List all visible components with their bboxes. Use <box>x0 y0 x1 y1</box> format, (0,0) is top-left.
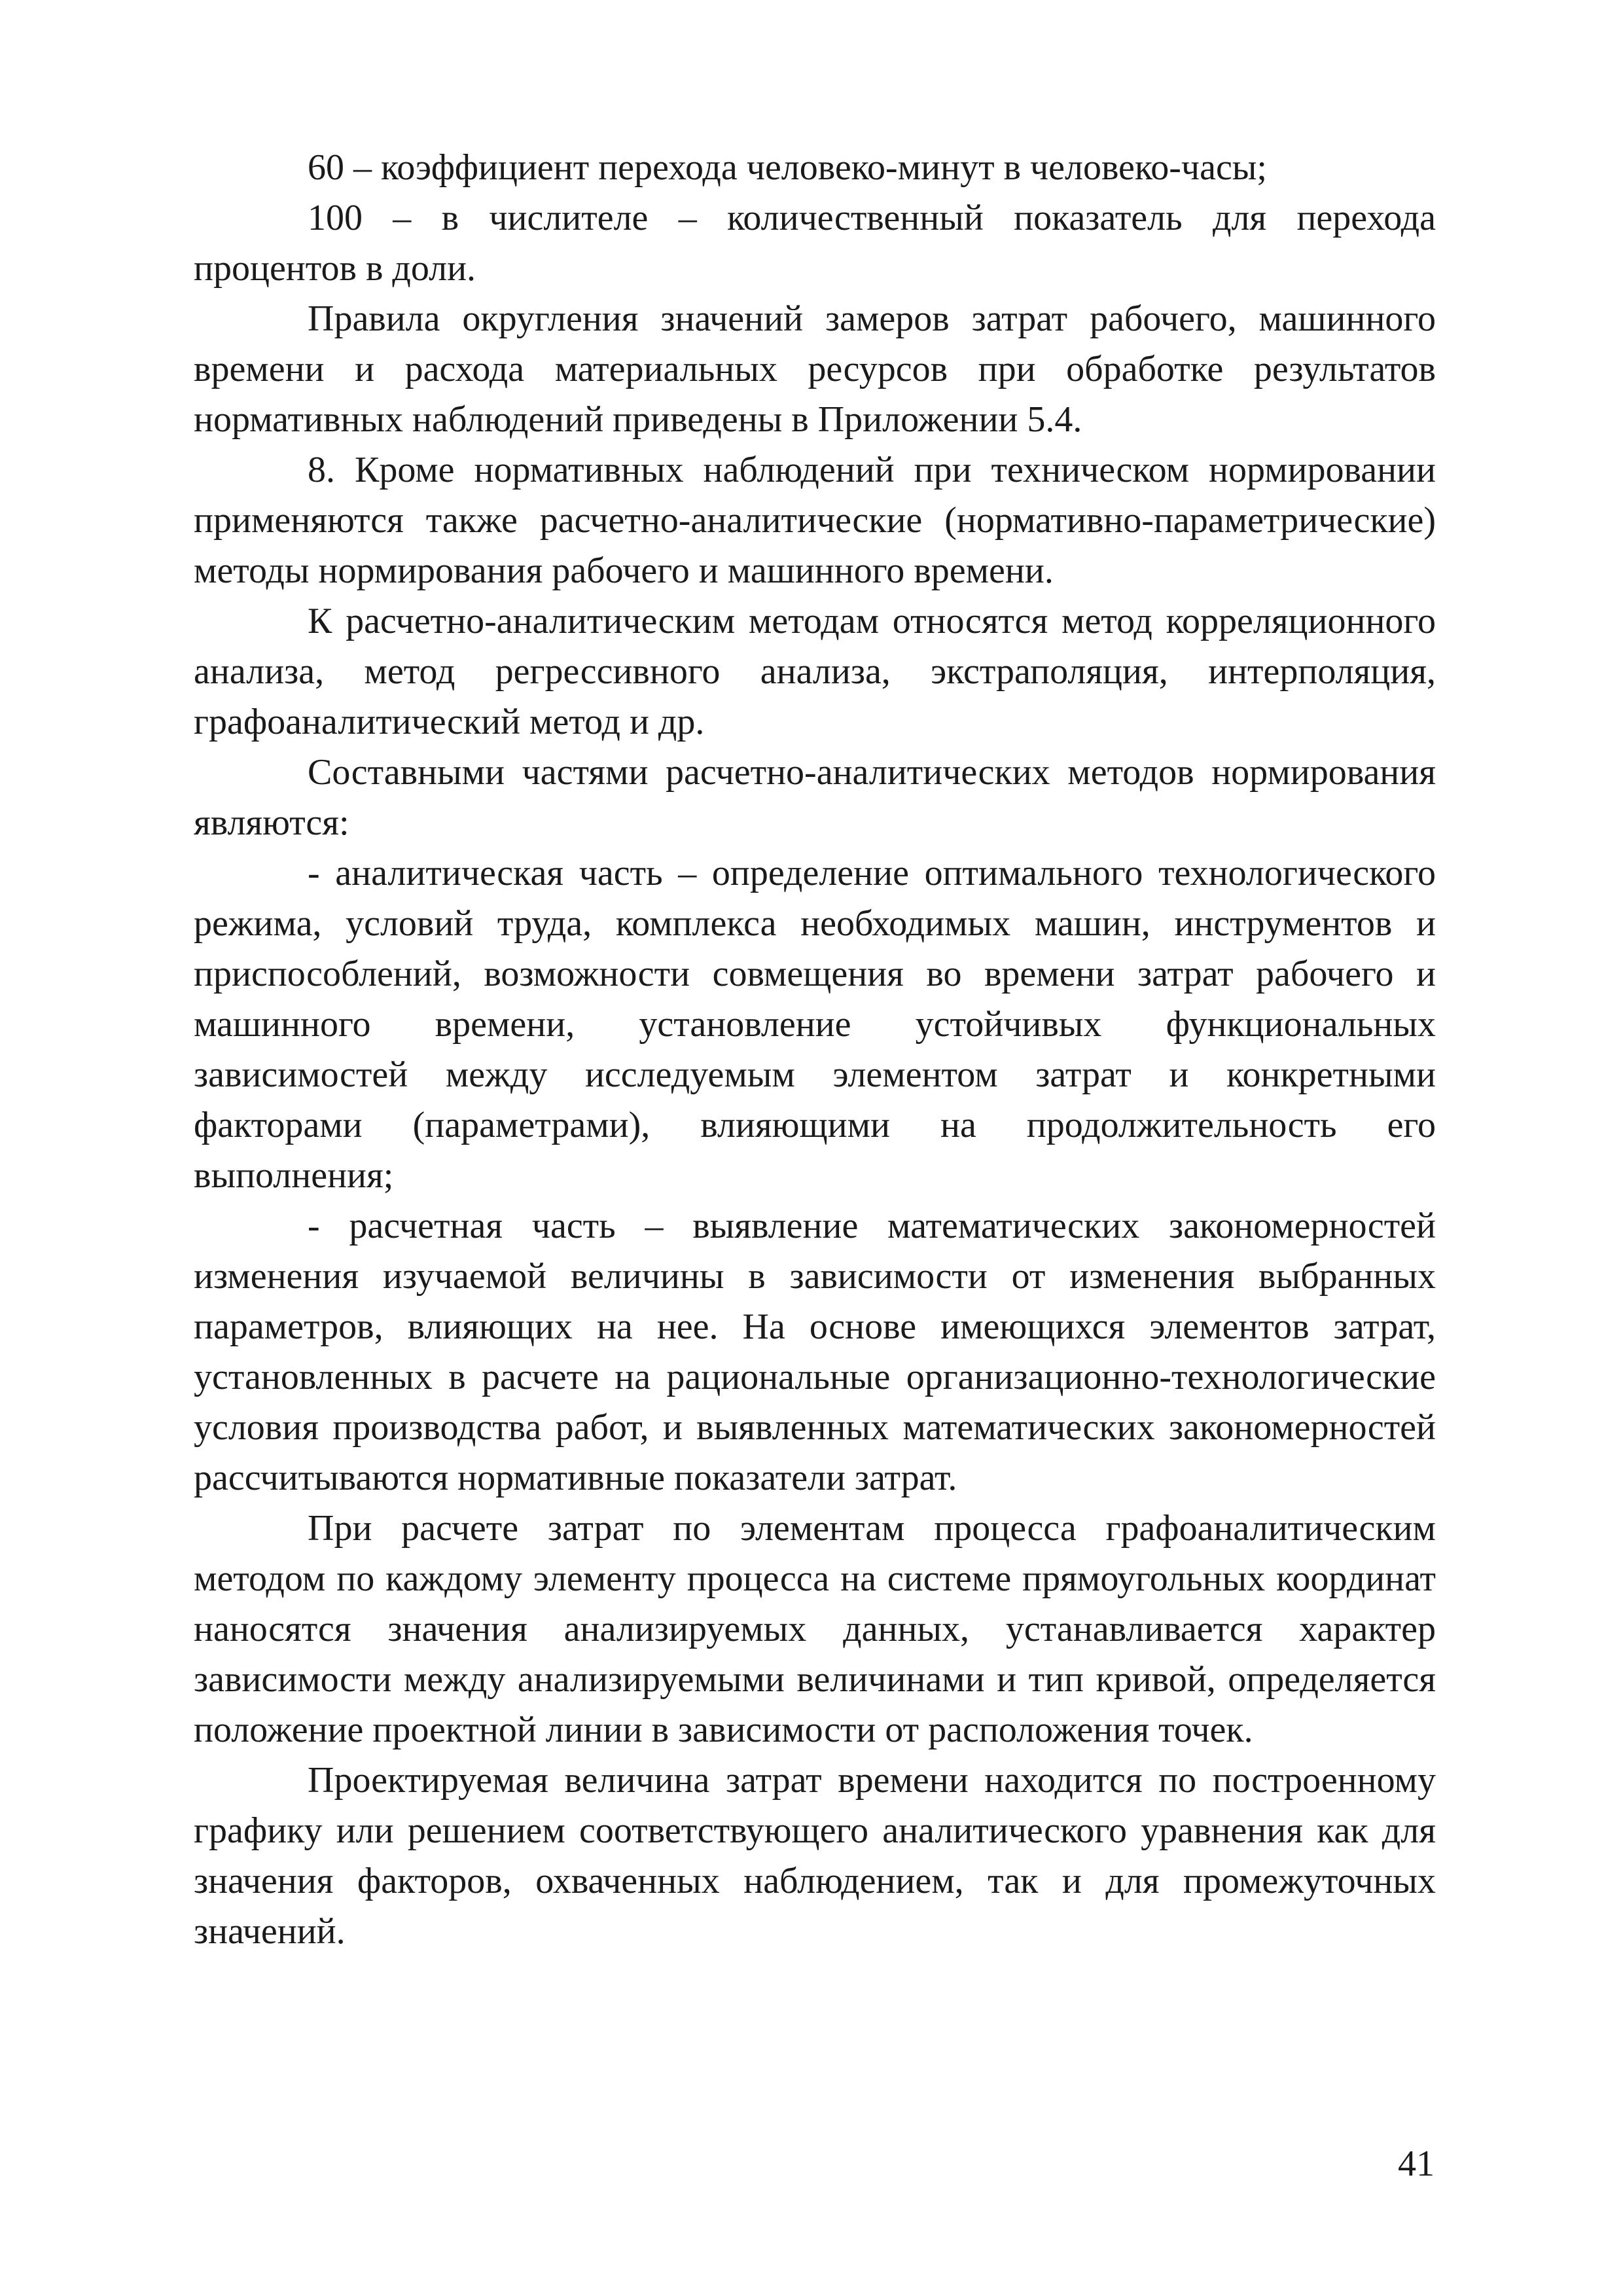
body-text <box>194 143 1436 1957</box>
paragraph-calculation-part: - расчетная часть – выявление математических закономерностей изменения изучаемой величины в зависимости от изменения выбранных параметров, влияющих на нее. На основе имеющихся элементов затрат, установленных в расчете на рациональные организационно-технологические условия производства работ, и выявленных математических закономерностей рассчитываются нормативные показатели затрат. <box>194 1206 1436 1498</box>
page-number: 41 <box>1398 2144 1435 2184</box>
paragraph-analytical-part: - аналитическая часть – определение оптимального технологического режима, условий труда, комплекса необходимых машин, инструментов и приспособлений, возможности совмещения во времени затрат рабочего и машинного времени, установление устойчивых функциональных зависимостей между исследуемым элементом затрат и конкретными факторами (параметрами), влияющими на продолжительность его выполнения; <box>194 853 1436 1196</box>
paragraph-methods-list: К расчетно-аналитическим методам относятся метод корреляционного анализа, метод регрессивного анализа, экстраполяция, интерполяция, графоаналитический метод и др. <box>194 601 1436 742</box>
paragraph-components: Составными частями расчетно-аналитических методов нормирования являются: <box>194 752 1436 843</box>
paragraph-projected-value: Проектируемая величина затрат времени находится по построенному графику или решением соответствующего аналитического уравнения как для значения факторов, охваченных наблюдением, так и для промежуточных значений. <box>194 1760 1436 1952</box>
paragraph-item-8: 8. Кроме нормативных наблюдений при техническом нормировании применяются также расчетно-аналитические (нормативно-параметрические) методы нормирования рабочего и машинного времени. <box>194 450 1436 591</box>
paragraph-coefficient-60: 60 – коэффициент перехода человеко-минут в человеко-часы; <box>308 147 1267 188</box>
paragraph-rounding-rules: Правила округления значений замеров затрат рабочего, машинного времени и расхода материальных ресурсов при обработке результатов нормативных наблюдений приведены в Приложении 5.4. <box>194 298 1436 440</box>
paragraph-coefficient-100: 100 – в числителе – количественный показатель для перехода процентов в доли. <box>194 198 1436 289</box>
paragraph-graphoanalytical: При расчете затрат по элементам процесса графоаналитическим методом по каждому элементу процесса на системе прямоугольных координат наносятся значения анализируемых данных, устанавливается характер зависимости между анализируемыми величинами и тип кривой, определяется положение проектной линии в зависимости от расположения точек. <box>194 1508 1436 1750</box>
